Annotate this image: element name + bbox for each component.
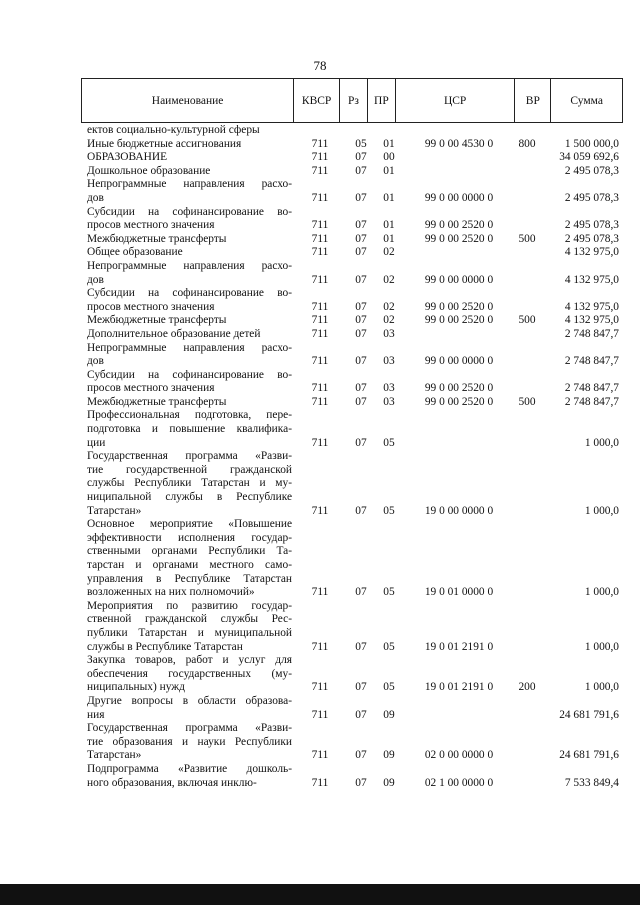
row-name-line: ственной гражданской службы Рес- [87, 613, 292, 626]
row-name [87, 138, 292, 152]
row-vr: 500 [518, 395, 536, 408]
header-pr: ПР [368, 79, 396, 122]
row-pr: 01 [383, 137, 395, 150]
row-name [87, 600, 292, 654]
row-kvsr: 711 [311, 219, 329, 232]
header-sum: Сумма [570, 94, 603, 107]
table-row [87, 233, 619, 247]
row-pr: 05 [383, 436, 395, 449]
row-rz: 07 [355, 151, 367, 164]
row-name-line: ного образования, включая инклю- [87, 776, 257, 789]
row-name-line: ния [87, 708, 105, 721]
row-rz: 07 [355, 191, 367, 204]
table-row [87, 369, 619, 396]
row-rz: 07 [355, 504, 367, 517]
row-kvsr: 711 [311, 164, 329, 177]
row-csr: 99 0 00 2520 0 [424, 219, 494, 232]
table-row [87, 722, 619, 763]
row-rz: 07 [355, 164, 367, 177]
row-name-line: тие государственной гражданской [87, 463, 292, 476]
row-rz: 05 [355, 137, 367, 150]
row-pr: 03 [383, 355, 395, 368]
header-vr: ВР [515, 79, 551, 122]
row-kvsr: 711 [311, 300, 329, 313]
row-pr: 01 [383, 191, 395, 204]
row-pr: 01 [383, 219, 395, 232]
header-name: Наименование [82, 79, 294, 122]
row-pr: 05 [383, 586, 395, 599]
row-rz: 07 [355, 382, 367, 395]
row-pr: 01 [383, 164, 395, 177]
row-rz: 07 [355, 708, 367, 721]
row-kvsr: 711 [311, 382, 329, 395]
row-sum: 2 748 847,7 [564, 355, 619, 368]
row-rz: 07 [355, 246, 367, 259]
row-name-line: Субсидии на софинансирование во- [87, 205, 292, 218]
row-sum: 2 495 078,3 [564, 191, 619, 204]
row-sum: 4 132 975,0 [564, 300, 619, 313]
row-csr: 02 1 00 0000 0 [424, 776, 494, 789]
scan-border-bar [0, 884, 640, 905]
row-kvsr: 711 [311, 586, 329, 599]
row-pr: 02 [383, 273, 395, 286]
row-pr: 05 [383, 504, 395, 517]
row-name-line: Татарстан» [87, 504, 142, 517]
row-vr: 800 [518, 137, 536, 150]
row-rz: 07 [355, 586, 367, 599]
row-name [87, 178, 292, 205]
row-pr: 09 [383, 776, 395, 789]
row-name [87, 450, 292, 518]
row-sum: 4 132 975,0 [564, 246, 619, 259]
row-name-line: Непрограммные направления расхо- [87, 341, 292, 354]
row-csr: 19 0 01 2191 0 [424, 681, 494, 694]
row-pr: 03 [383, 382, 395, 395]
row-sum: 2 748 847,7 [564, 327, 619, 340]
row-kvsr: 711 [311, 191, 329, 204]
table-row [87, 178, 619, 205]
row-csr: 99 0 00 2520 0 [424, 314, 494, 327]
row-name-line: ственными органами Республики Та- [87, 545, 292, 558]
row-name-line: дов [87, 273, 104, 286]
row-name-line: эффективности исполнения государ- [87, 531, 292, 544]
table-row [87, 124, 619, 138]
row-name [87, 763, 292, 790]
row-csr: 99 0 00 4530 0 [424, 137, 494, 150]
row-kvsr: 711 [311, 327, 329, 340]
row-vr: 500 [518, 232, 536, 245]
row-csr: 99 0 00 0000 0 [424, 355, 494, 368]
table-row [87, 695, 619, 722]
row-kvsr: 711 [311, 395, 329, 408]
row-name-line: Субсидии на софинансирование во- [87, 368, 292, 381]
row-name-line: службы Республики Татарстан и му- [87, 477, 292, 490]
row-name-line: просов местного значения [87, 382, 215, 395]
table-row [87, 328, 619, 342]
row-name-line: тарстан и органами местного само- [87, 559, 292, 571]
row-kvsr: 711 [311, 232, 329, 245]
row-csr: 02 0 00 0000 0 [424, 749, 494, 762]
table-row [87, 206, 619, 233]
row-name-line: возложенных на них полномочий» [87, 586, 255, 599]
row-csr: 99 0 00 2520 0 [424, 232, 494, 245]
table-header [81, 78, 623, 123]
row-name [87, 518, 292, 600]
row-vr: 200 [518, 681, 536, 694]
row-kvsr: 711 [311, 640, 329, 653]
row-kvsr: 711 [311, 355, 329, 368]
row-csr: 99 0 00 0000 0 [424, 273, 494, 286]
row-pr: 02 [383, 300, 395, 313]
row-kvsr: 711 [311, 708, 329, 721]
row-rz: 07 [355, 749, 367, 762]
row-kvsr: 711 [311, 436, 329, 449]
row-kvsr: 711 [311, 137, 329, 150]
row-rz: 07 [355, 219, 367, 232]
row-csr: 99 0 00 2520 0 [424, 382, 494, 395]
row-name-line: ектов социально-культурной сферы [87, 124, 260, 136]
row-sum: 2 495 078,3 [564, 219, 619, 232]
row-name [87, 328, 292, 342]
row-name-line: Государственная программа «Разви- [87, 722, 292, 735]
row-name [87, 369, 292, 396]
row-sum: 2 495 078,3 [564, 232, 619, 245]
row-kvsr: 711 [311, 749, 329, 762]
row-name-line: Межбюджетные трансферты [87, 314, 227, 327]
row-pr: 03 [383, 395, 395, 408]
row-name-line: ниципальных) нужд [87, 681, 185, 694]
row-csr: 19 0 01 2191 0 [424, 640, 494, 653]
table-row [87, 151, 619, 165]
row-sum: 1 000,0 [584, 586, 619, 599]
table-row [87, 342, 619, 369]
row-name-line: просов местного значения [87, 300, 215, 313]
row-name [87, 314, 292, 328]
row-rz: 07 [355, 640, 367, 653]
row-pr: 00 [383, 151, 395, 164]
row-name-line: тие образования и науки Республики [87, 735, 292, 748]
row-name [87, 233, 292, 247]
table-row [87, 165, 619, 179]
row-kvsr: 711 [311, 681, 329, 694]
table-body [87, 124, 619, 790]
row-csr: 19 0 01 0000 0 [424, 586, 494, 599]
table-row [87, 600, 619, 654]
row-sum: 1 500 000,0 [564, 137, 619, 150]
row-pr: 09 [383, 708, 395, 721]
row-name-line: Непрограммные направления расхо- [87, 178, 292, 191]
table-row [87, 260, 619, 287]
row-rz: 07 [355, 232, 367, 245]
row-kvsr: 711 [311, 273, 329, 286]
row-name-line: ОБРАЗОВАНИЕ [87, 151, 168, 164]
table-row [87, 450, 619, 518]
row-sum: 4 132 975,0 [564, 314, 619, 327]
row-pr: 02 [383, 246, 395, 259]
row-name-line: Межбюджетные трансферты [87, 232, 227, 245]
row-name-line: дов [87, 191, 104, 204]
table-row [87, 138, 619, 152]
row-name-line: Субсидии на софинансирование во- [87, 287, 292, 300]
row-name-line: Непрограммные направления расхо- [87, 259, 292, 272]
row-kvsr: 711 [311, 776, 329, 789]
row-rz: 07 [355, 355, 367, 368]
row-name-line: Закупка товаров, работ и услуг для [87, 654, 292, 667]
row-rz: 07 [355, 327, 367, 340]
row-name [87, 206, 292, 233]
row-vr: 500 [518, 314, 536, 327]
row-rz: 07 [355, 273, 367, 286]
row-name-line: Профессиональная подготовка, пере- [87, 409, 292, 422]
row-name-line: ции [87, 436, 106, 449]
table-row [87, 654, 619, 695]
row-name-line: Межбюджетные трансферты [87, 395, 227, 408]
table-row [87, 409, 619, 450]
row-kvsr: 711 [311, 151, 329, 164]
header-csr: ЦСР [396, 79, 516, 122]
table-row [87, 246, 619, 260]
row-name-line: Подпрограмма «Развитие дошколь- [87, 762, 292, 775]
row-sum: 2 748 847,7 [564, 395, 619, 408]
row-rz: 07 [355, 395, 367, 408]
row-name-line: Дошкольное образование [87, 164, 211, 177]
row-name [87, 246, 292, 260]
row-name-line: управления в Республике Татарстан [87, 572, 292, 585]
header-rz: Рз [340, 79, 368, 122]
row-sum: 1 000,0 [584, 504, 619, 517]
row-name-line: Иные бюджетные ассигнования [87, 137, 242, 150]
row-name-line: службы в Республике Татарстан [87, 640, 243, 653]
page-number: 78 [313, 58, 327, 73]
row-sum: 7 533 849,4 [564, 776, 619, 789]
row-sum: 1 000,0 [584, 681, 619, 694]
row-name-line: Основное мероприятие «Повышение [87, 518, 292, 531]
row-name-line: Другие вопросы в области образова- [87, 694, 292, 707]
row-name [87, 165, 292, 179]
row-name [87, 342, 292, 369]
row-sum: 2 748 847,7 [564, 382, 619, 395]
row-rz: 07 [355, 314, 367, 327]
table-row [87, 518, 619, 600]
table-row [87, 314, 619, 328]
row-name [87, 409, 292, 450]
row-sum: 1 000,0 [584, 436, 619, 449]
row-name [87, 260, 292, 287]
row-kvsr: 711 [311, 314, 329, 327]
row-rz: 07 [355, 776, 367, 789]
row-name [87, 287, 292, 314]
row-sum: 24 681 791,6 [559, 708, 619, 721]
row-name-line: Общее образование [87, 246, 183, 259]
row-name-line: Татарстан» [87, 749, 142, 762]
row-name [87, 396, 292, 410]
row-name-line: публики Татарстан и муниципальной [87, 626, 292, 639]
row-csr: 19 0 00 0000 0 [424, 504, 494, 517]
row-name [87, 151, 292, 165]
row-sum: 4 132 975,0 [564, 273, 619, 286]
row-name-line: просов местного значения [87, 219, 215, 232]
table-row [87, 396, 619, 410]
row-name-line: обеспечения государственных (му- [87, 667, 292, 680]
row-name-line: Государственная программа «Разви- [87, 450, 292, 463]
row-pr: 05 [383, 640, 395, 653]
row-name [87, 722, 292, 763]
row-pr: 01 [383, 232, 395, 245]
row-csr: 99 0 00 0000 0 [424, 191, 494, 204]
table-row [87, 287, 619, 314]
row-pr: 09 [383, 749, 395, 762]
row-name-line: подготовка и повышение квалифика- [87, 423, 292, 436]
row-sum: 34 059 692,6 [559, 151, 619, 164]
row-csr: 99 0 00 2520 0 [424, 395, 494, 408]
row-name-line: ниципальной службы в Республике [87, 491, 292, 504]
row-name-line: Мероприятия по развитию государ- [87, 599, 292, 612]
row-kvsr: 711 [311, 504, 329, 517]
row-pr: 03 [383, 327, 395, 340]
row-sum: 2 495 078,3 [564, 164, 619, 177]
row-sum: 24 681 791,6 [559, 749, 619, 762]
row-rz: 07 [355, 681, 367, 694]
row-sum: 1 000,0 [584, 640, 619, 653]
row-rz: 07 [355, 436, 367, 449]
row-name [87, 695, 292, 722]
row-csr: 99 0 00 2520 0 [424, 300, 494, 313]
row-kvsr: 711 [311, 246, 329, 259]
row-name [87, 124, 292, 138]
row-name-line: дов [87, 355, 104, 368]
row-pr: 05 [383, 681, 395, 694]
row-pr: 02 [383, 314, 395, 327]
header-kvsr: КВСР [294, 79, 340, 122]
table-row [87, 763, 619, 790]
row-name-line: Дополнительное образование детей [87, 327, 261, 340]
row-name [87, 654, 292, 695]
row-rz: 07 [355, 300, 367, 313]
